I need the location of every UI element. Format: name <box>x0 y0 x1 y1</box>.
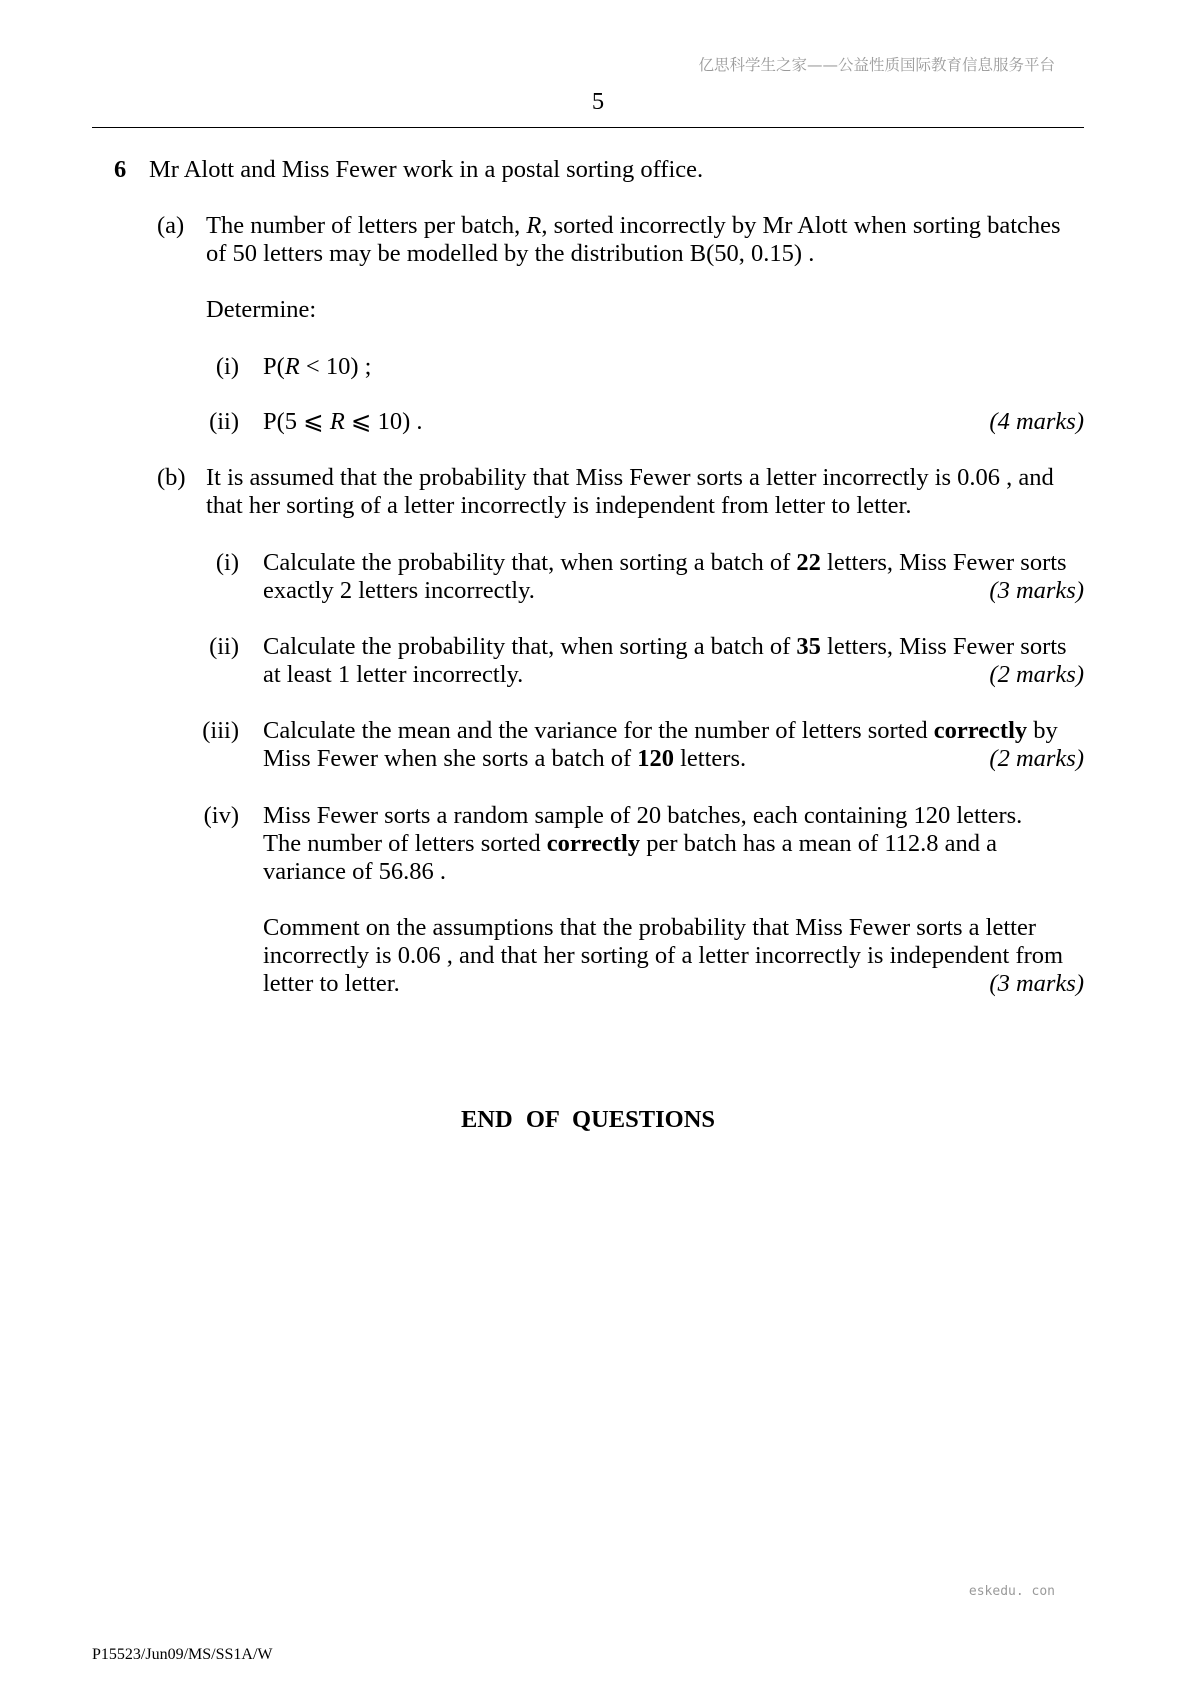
emphasis-correctly: correctly <box>546 830 641 857</box>
header-rule <box>92 127 1084 128</box>
part-b-ii-line-2: at least 1 letter incorrectly. <box>263 661 524 688</box>
part-a-line-1-end: , sorted incorrectly by Mr Alott when sorting batches <box>541 212 1061 239</box>
variable-r: R <box>284 353 300 380</box>
part-b-label: (b) <box>157 464 186 491</box>
line-start: The number of letters sorted <box>263 830 547 857</box>
emphasis-correctly: correctly <box>933 717 1028 744</box>
header-watermark: 亿思科学生之家——公益性质国际教育信息服务平台 <box>698 56 1055 74</box>
part-b-iv-line-2 <box>263 830 997 858</box>
variable-r: R <box>526 212 542 239</box>
line-end: per batch has a mean of 112.8 and a <box>640 830 998 857</box>
part-b-i-line-2: exactly 2 letters incorrectly. <box>263 577 535 604</box>
part-b-i-line-1 <box>263 549 1067 577</box>
batch-size: 120 <box>637 745 674 772</box>
part-b-ii-marks: (2 marks) <box>989 661 1084 688</box>
part-b-iv-comment-line-2: incorrectly is 0.06 , and that her sorting of a letter incorrectly is independent from <box>263 942 1064 969</box>
part-b-iv-comment-line-3: letter to letter. <box>263 970 400 997</box>
expression-end: < 10) ; <box>299 353 372 380</box>
line-start: Calculate the mean and the variance for the number of letters sorted <box>263 717 934 744</box>
part-a-ii-label: (ii) <box>209 408 239 435</box>
part-b-iii-line-1 <box>263 717 1058 745</box>
line-end: letters, Miss Fewer sorts <box>820 549 1067 576</box>
end-of-questions: END OF QUESTIONS <box>460 1106 716 1133</box>
footer-site-watermark: eskedu. con <box>968 1584 1055 1599</box>
part-b-iv-label: (iv) <box>203 802 239 829</box>
part-a-line-2: of 50 letters may be modelled by the distribution B(50, 0.15) . <box>206 240 815 267</box>
part-a-i-label: (i) <box>215 353 239 380</box>
line-end: letters, Miss Fewer sorts <box>820 633 1067 660</box>
line-start: Calculate the probability that, when sorting a batch of <box>263 633 797 660</box>
question-number: 6 <box>114 156 127 183</box>
part-a-prompt: Determine: <box>206 296 317 323</box>
part-a-i-expression <box>263 353 371 381</box>
line-start: Calculate the probability that, when sorting a batch of <box>263 549 797 576</box>
part-b-i-label: (i) <box>215 549 239 576</box>
part-b-iv-marks: (3 marks) <box>989 970 1084 997</box>
part-b-iii-label: (iii) <box>202 717 239 744</box>
expression-start: P(5 ⩽ <box>263 408 330 435</box>
part-a-line-1 <box>206 212 1061 240</box>
part-b-iv-comment-line-1: Comment on the assumptions that the probability that Miss Fewer sorts a letter <box>263 914 1037 941</box>
footer-reference: P15523/Jun09/MS/SS1A/W <box>92 1646 273 1663</box>
part-b-ii-line-1 <box>263 633 1067 661</box>
page-number: 5 <box>591 88 605 115</box>
part-b-line-1: It is assumed that the probability that Miss Fewer sorts a letter incorrectly is 0.06 , and <box>206 464 1054 491</box>
part-b-i-marks: (3 marks) <box>989 577 1084 604</box>
question-stem: Mr Alott and Miss Fewer work in a postal sorting office. <box>149 156 704 183</box>
batch-size: 22 <box>796 549 821 576</box>
part-a-line-1-start: The number of letters per batch, <box>206 212 527 239</box>
part-a-ii-expression <box>263 408 422 436</box>
part-b-iv-line-3: variance of 56.86 . <box>263 858 446 885</box>
expression-end: ⩽ 10) . <box>344 408 423 435</box>
part-b-iii-marks: (2 marks) <box>989 745 1084 772</box>
expression-start: P( <box>263 353 285 380</box>
part-b-line-2: that her sorting of a letter incorrectly is independent from letter to letter. <box>206 492 912 519</box>
line-start: Miss Fewer when she sorts a batch of <box>263 745 638 772</box>
variable-r: R <box>329 408 345 435</box>
part-b-ii-label: (ii) <box>209 633 239 660</box>
part-a-label: (a) <box>157 212 185 239</box>
line-end: by <box>1027 717 1058 744</box>
part-a-marks: (4 marks) <box>989 408 1084 435</box>
line-end: letters. <box>674 745 747 772</box>
part-b-iv-line-1: Miss Fewer sorts a random sample of 20 batches, each containing 120 letters. <box>263 802 1023 829</box>
part-b-iii-line-2 <box>263 745 746 773</box>
batch-size: 35 <box>796 633 821 660</box>
